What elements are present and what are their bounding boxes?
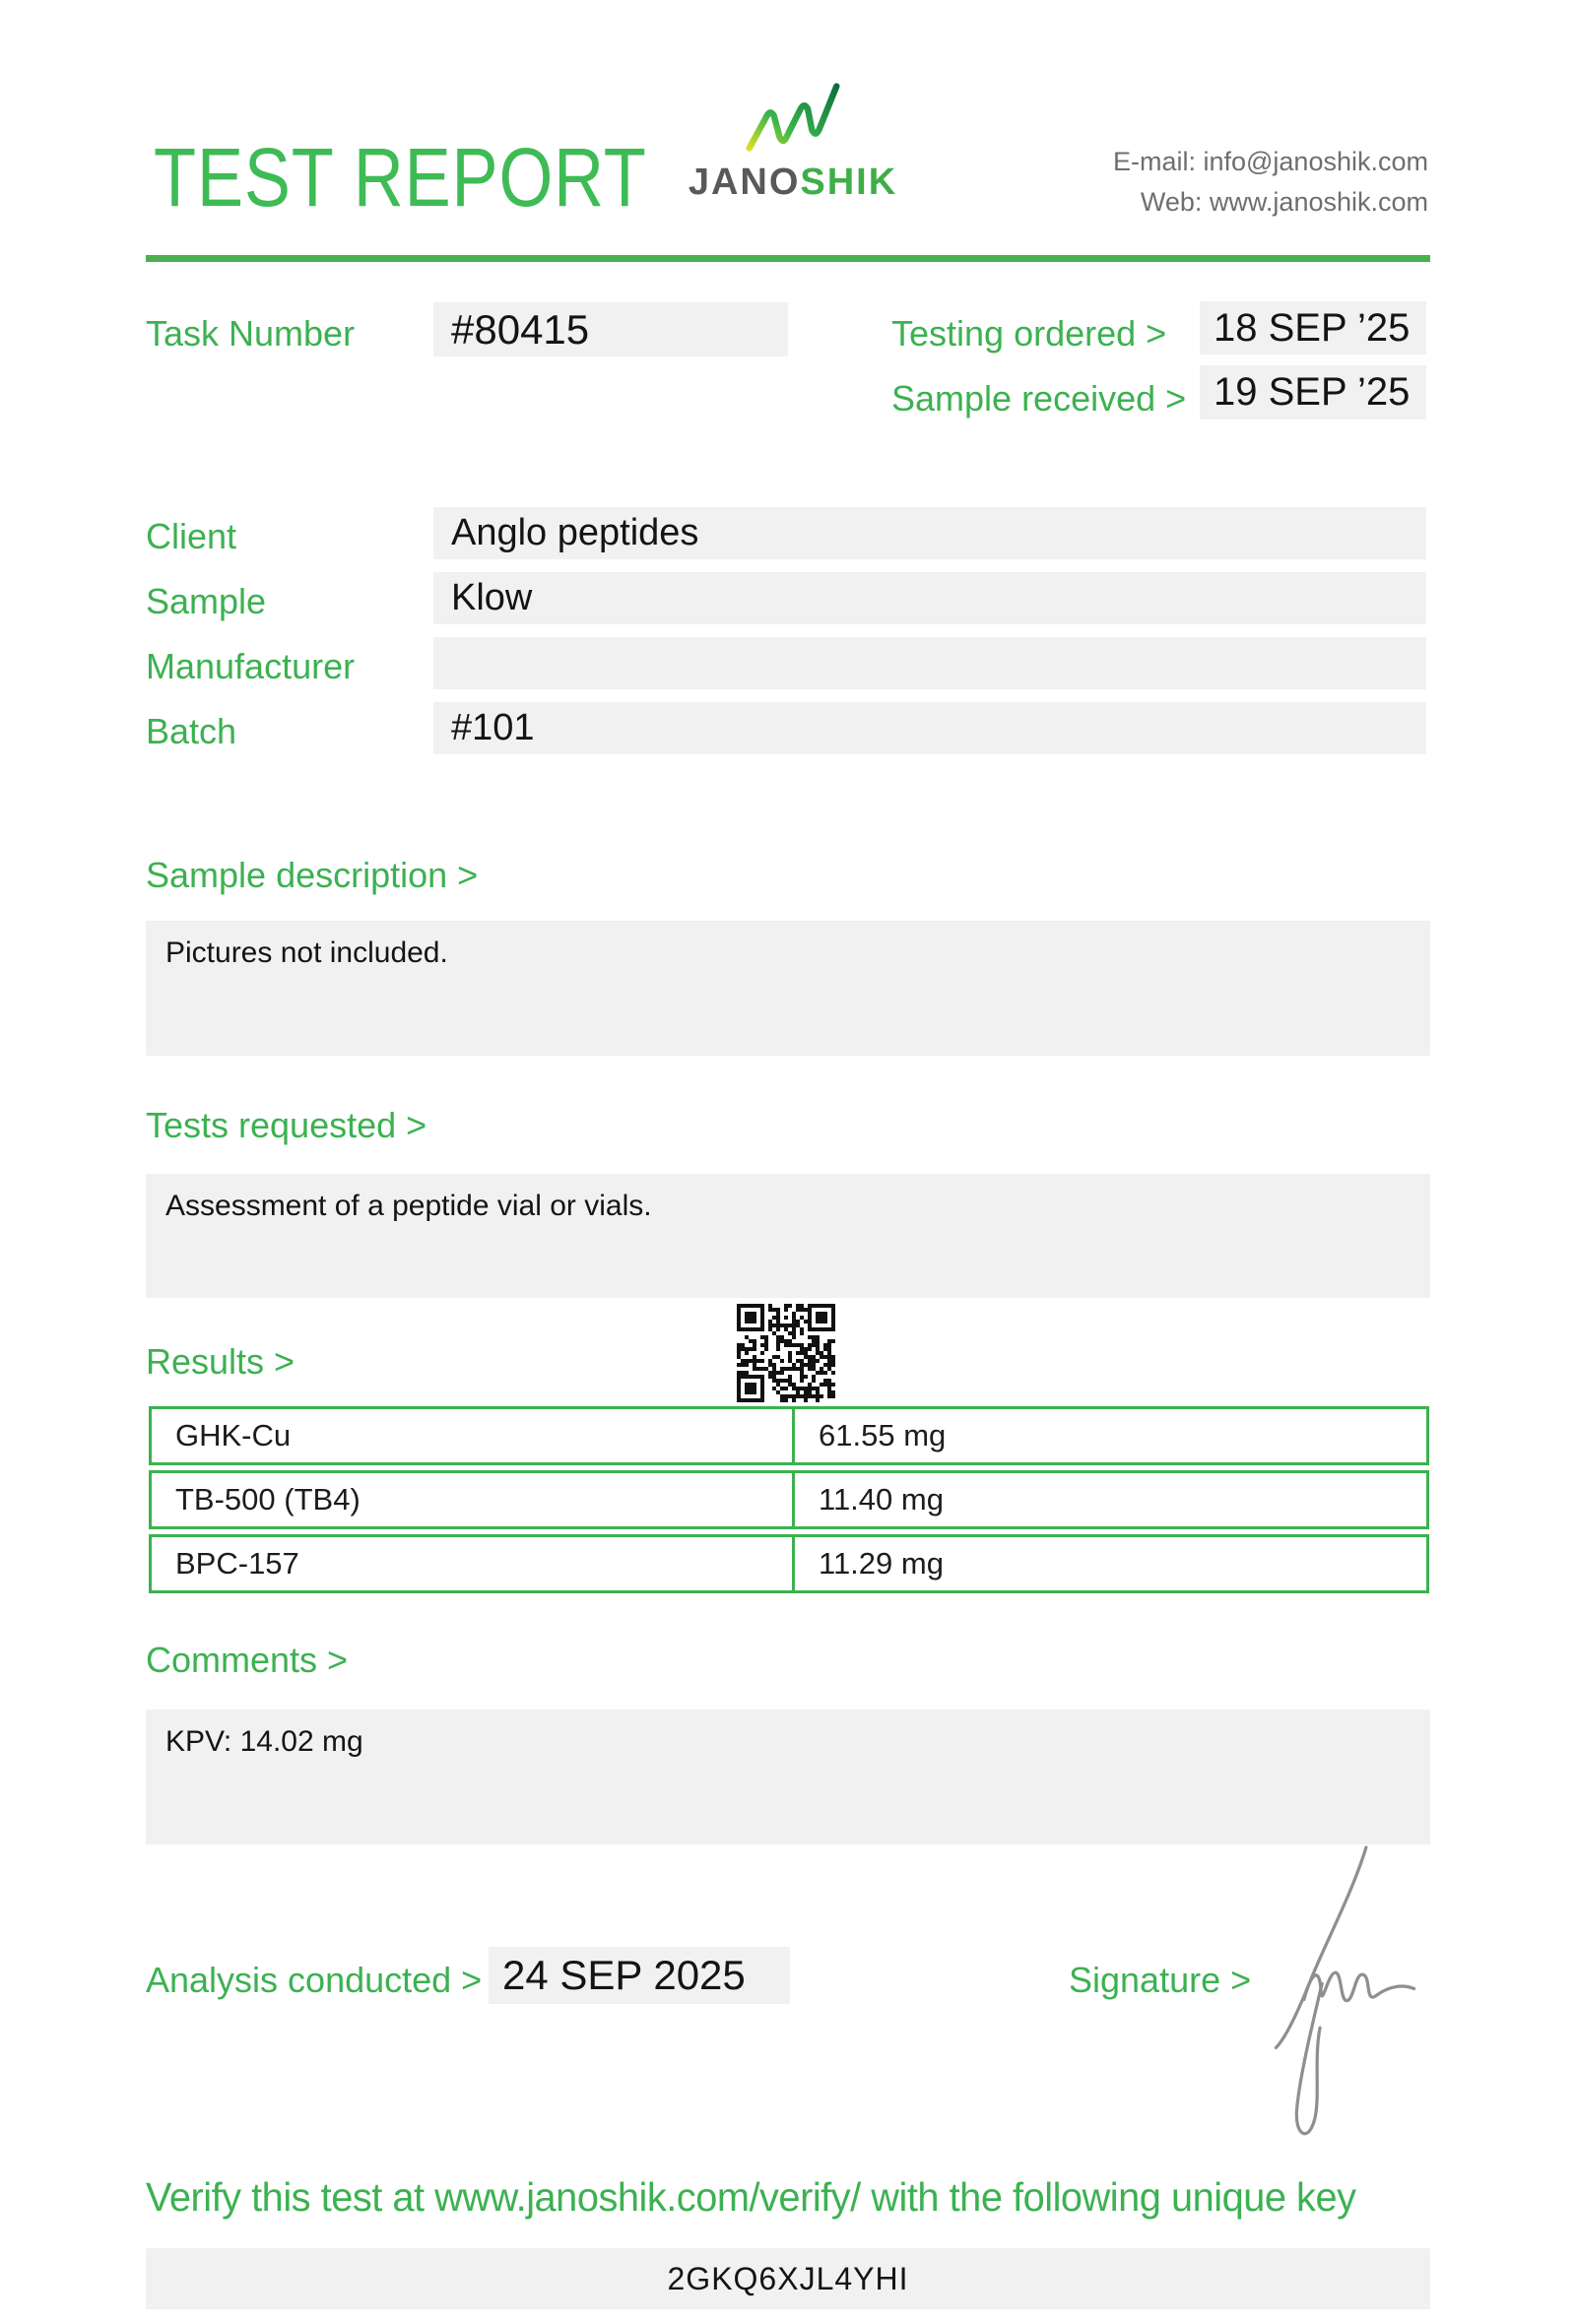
- verify-key-box: [146, 2248, 1430, 2309]
- contact-email: E-mail: info@janoshik.com: [1112, 147, 1428, 176]
- signature-label: Signature >: [1069, 1960, 1252, 2000]
- sample-received-label: Sample received >: [891, 378, 1187, 419]
- batch-value: #101: [433, 702, 1426, 754]
- result-amount: 11.40 mg: [819, 1482, 944, 1517]
- verify-instruction: Verify this test at www.janoshik.com/verify/ with the following unique key: [146, 2174, 1356, 2220]
- sample-value: Klow: [433, 572, 1426, 624]
- sample-description-heading: Sample description >: [146, 855, 479, 895]
- results-heading: Results >: [146, 1341, 296, 1382]
- contact-block: [1113, 142, 1428, 223]
- sample-received-date: 19 SEP ’25: [1200, 365, 1426, 420]
- janoshik-logo: [680, 77, 906, 204]
- result-analyte: GHK-Cu: [152, 1409, 795, 1462]
- task-number-value: #80415: [433, 302, 788, 356]
- logo-jano: JANO: [688, 161, 801, 203]
- table-row: [149, 1470, 1429, 1529]
- client-label: Client: [146, 516, 237, 556]
- client-value: Anglo peptides: [433, 507, 1426, 559]
- result-amount: 61.55 mg: [819, 1418, 947, 1452]
- comments-box: KPV: 14.02 mg: [146, 1710, 1430, 1844]
- qr-code: [737, 1304, 835, 1402]
- contact-web: Web: www.janoshik.com: [1140, 187, 1428, 217]
- task-number-label: Task Number: [146, 313, 356, 354]
- analysis-date-value: 24 SEP 2025: [489, 1947, 790, 2004]
- result-analyte: BPC-157: [152, 1537, 795, 1590]
- trend-chart-icon: [744, 77, 842, 158]
- comments-heading: Comments >: [146, 1640, 349, 1680]
- header-divider: [146, 255, 1430, 262]
- verify-key: 2GKQ6XJL4YHI: [667, 2260, 909, 2296]
- signature-image: [1263, 1841, 1425, 2142]
- page-title: TEST REPORT: [154, 131, 647, 224]
- testing-ordered-date: 18 SEP ’25: [1200, 301, 1426, 355]
- table-row: [149, 1406, 1429, 1465]
- logo-wordmark: [680, 161, 906, 204]
- batch-label: Batch: [146, 711, 237, 751]
- sample-description-box: Pictures not included.: [146, 921, 1430, 1056]
- result-analyte: TB-500 (TB4): [152, 1473, 795, 1526]
- result-amount: 11.29 mg: [819, 1546, 944, 1581]
- manufacturer-label: Manufacturer: [146, 646, 356, 686]
- manufacturer-value: [433, 637, 1426, 689]
- table-row: [149, 1534, 1429, 1593]
- analysis-conducted-label: Analysis conducted >: [146, 1960, 483, 2000]
- testing-ordered-label: Testing ordered >: [891, 313, 1167, 354]
- tests-requested-heading: Tests requested >: [146, 1105, 427, 1145]
- sample-label: Sample: [146, 581, 267, 621]
- logo-shik: SHIK: [800, 161, 898, 203]
- tests-requested-box: Assessment of a peptide vial or vials.: [146, 1174, 1430, 1298]
